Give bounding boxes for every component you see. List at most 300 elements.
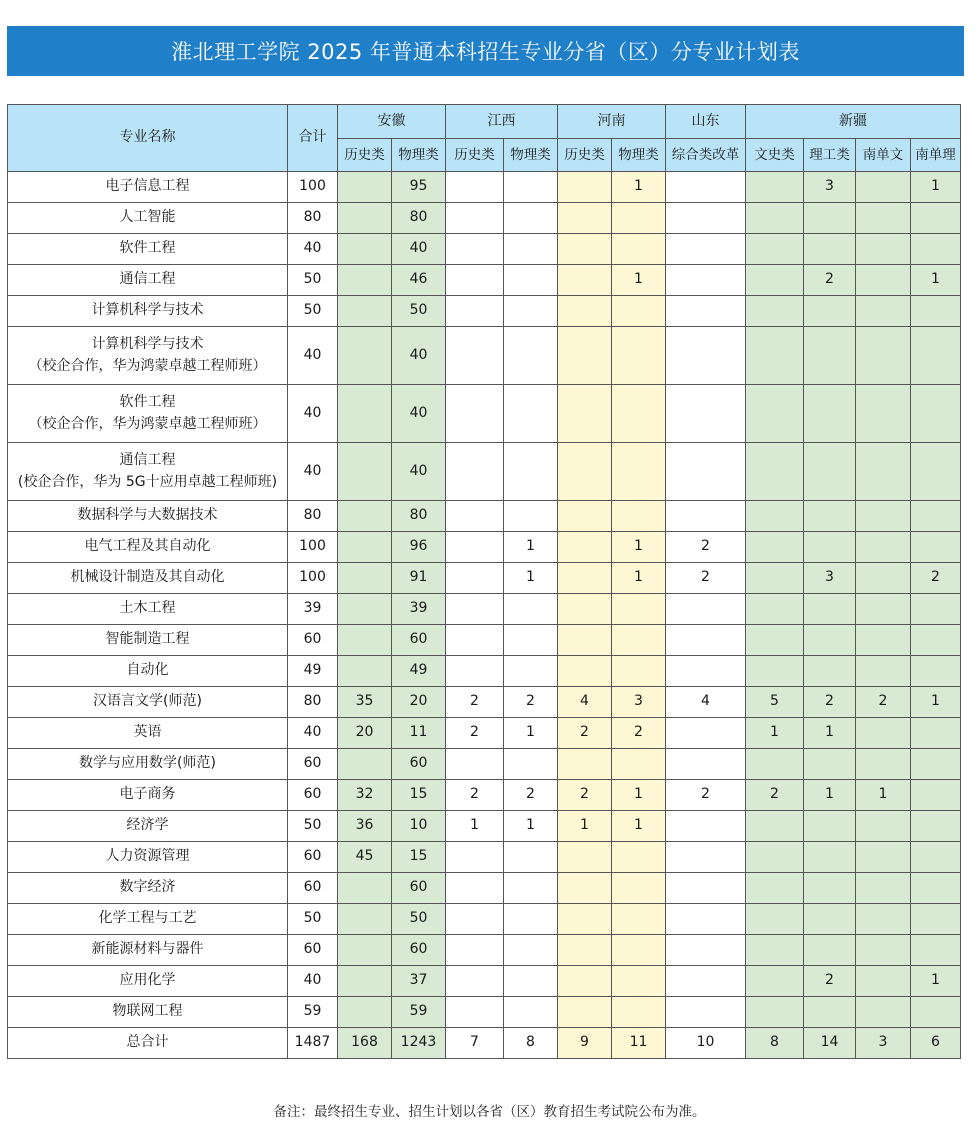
value-cell: 1 [746,718,804,749]
value-cell: 10 [666,1028,746,1059]
major-name-cell [8,904,288,935]
value-cell: 2 [558,718,612,749]
value-cell [338,656,392,687]
total-cell: 60 [288,935,338,966]
value-cell [746,327,804,385]
major-name-line: 英语 [133,724,162,741]
value-cell [666,501,746,532]
value-cell: 59 [392,997,446,1028]
value-cell [856,172,911,203]
value-cell: 10 [392,811,446,842]
value-cell [612,234,666,265]
header-category: 文史类 [746,139,804,172]
value-cell [856,265,911,296]
value-cell [446,873,504,904]
header-category: 物理类 [612,139,666,172]
value-cell [804,532,856,563]
header-province-shandong: 山东 [666,105,746,139]
value-cell [446,656,504,687]
table-row [8,501,961,532]
value-cell: 7 [446,1028,504,1059]
value-cell: 1 [911,172,961,203]
table-row [8,385,961,443]
value-cell: 15 [392,780,446,811]
value-cell: 40 [392,234,446,265]
value-cell [666,172,746,203]
value-cell [856,656,911,687]
value-cell [666,935,746,966]
value-cell [911,625,961,656]
header-major-name: 专业名称 [8,105,288,172]
value-cell: 5 [746,687,804,718]
value-cell [446,842,504,873]
value-cell [666,842,746,873]
header-category: 物理类 [504,139,558,172]
total-cell: 80 [288,501,338,532]
value-cell: 8 [504,1028,558,1059]
value-cell [338,935,392,966]
value-cell: 1 [504,563,558,594]
value-cell [746,385,804,443]
value-cell [558,385,612,443]
value-cell [504,873,558,904]
header-category: 南单文 [856,139,911,172]
value-cell [804,997,856,1028]
major-name-line: 计算机科学与技术 [91,336,204,352]
value-cell [558,265,612,296]
value-cell [804,234,856,265]
value-cell [804,203,856,234]
total-cell: 40 [288,718,338,749]
major-name-cell [8,997,288,1028]
value-cell [911,811,961,842]
value-cell [856,904,911,935]
footnote: 备注：最终招生专业、招生计划以各省（区）教育招生考试院公布为准。 [273,1104,706,1120]
major-name-line: 机械设计制造及其自动化 [70,569,225,586]
value-cell [856,563,911,594]
value-cell: 9 [558,1028,612,1059]
value-cell [804,443,856,501]
value-cell: 1 [612,532,666,563]
value-cell [504,265,558,296]
value-cell [666,904,746,935]
value-cell [911,296,961,327]
major-name-cell [8,656,288,687]
page-title: 淮北理工学院 2025 年普通本科招生专业分省（区）分专业计划表 [7,26,964,76]
value-cell: 37 [392,966,446,997]
table-row [8,811,961,842]
value-cell: 1 [612,172,666,203]
table-row [8,265,961,296]
value-cell [558,296,612,327]
value-cell: 80 [392,501,446,532]
major-name-cell [8,385,288,443]
value-cell: 6 [911,1028,961,1059]
major-name-cell [8,842,288,873]
value-cell [558,594,612,625]
value-cell [856,594,911,625]
value-cell [666,997,746,1028]
value-cell [338,873,392,904]
value-cell: 1 [856,780,911,811]
table-row [8,935,961,966]
major-name-cell [8,966,288,997]
major-name-cell [8,443,288,501]
value-cell [856,327,911,385]
value-cell [804,749,856,780]
value-cell [746,265,804,296]
value-cell: 40 [392,443,446,501]
value-cell [446,501,504,532]
value-cell [804,656,856,687]
value-cell [746,997,804,1028]
major-name-cell [8,501,288,532]
major-name-cell [8,532,288,563]
table-row [8,842,961,873]
value-cell: 2 [666,532,746,563]
value-cell [804,904,856,935]
value-cell [666,385,746,443]
value-cell: 32 [338,780,392,811]
value-cell [558,327,612,385]
value-cell [856,935,911,966]
value-cell [504,842,558,873]
value-cell: 2 [804,966,856,997]
major-name-cell [8,625,288,656]
value-cell [338,234,392,265]
value-cell [504,966,558,997]
value-cell [446,532,504,563]
value-cell [558,935,612,966]
value-cell [338,385,392,443]
value-cell [911,842,961,873]
major-name-line: 数字经济 [119,879,176,896]
value-cell: 80 [392,203,446,234]
value-cell: 3 [856,1028,911,1059]
value-cell: 1 [911,687,961,718]
value-cell [666,656,746,687]
value-cell [504,656,558,687]
value-cell [446,265,504,296]
value-cell [746,203,804,234]
value-cell: 96 [392,532,446,563]
total-cell: 60 [288,625,338,656]
total-cell: 80 [288,687,338,718]
value-cell [911,873,961,904]
value-cell [612,501,666,532]
major-name-line: 自动化 [126,662,169,679]
table-row [8,749,961,780]
total-cell: 100 [288,532,338,563]
value-cell [338,172,392,203]
major-name-cell [8,1028,288,1059]
value-cell [746,656,804,687]
value-cell: 2 [856,687,911,718]
value-cell [746,904,804,935]
value-cell [911,594,961,625]
value-cell [558,172,612,203]
value-cell: 60 [392,749,446,780]
value-cell: 36 [338,811,392,842]
major-name-line: 经济学 [126,817,169,834]
value-cell [446,203,504,234]
value-cell [558,203,612,234]
value-cell [558,443,612,501]
value-cell [666,625,746,656]
header-province-henan: 河南 [558,105,666,139]
major-name-cell [8,563,288,594]
total-cell: 40 [288,327,338,385]
value-cell [804,327,856,385]
value-cell: 2 [911,563,961,594]
value-cell [338,997,392,1028]
value-cell [856,203,911,234]
value-cell [338,594,392,625]
value-cell [558,749,612,780]
value-cell [446,594,504,625]
total-cell: 40 [288,966,338,997]
value-cell [504,443,558,501]
value-cell [746,625,804,656]
table-row [8,1028,961,1059]
value-cell [666,749,746,780]
value-cell: 40 [392,327,446,385]
table-row [8,966,961,997]
value-cell: 2 [504,780,558,811]
value-cell: 11 [612,1028,666,1059]
value-cell [911,234,961,265]
value-cell [804,873,856,904]
value-cell [746,594,804,625]
header-category: 理工类 [804,139,856,172]
total-cell: 60 [288,780,338,811]
value-cell: 1 [504,532,558,563]
value-cell [612,935,666,966]
value-cell [504,385,558,443]
value-cell [666,873,746,904]
value-cell [856,532,911,563]
value-cell: 2 [746,780,804,811]
table-row [8,718,961,749]
value-cell [856,296,911,327]
value-cell [911,501,961,532]
value-cell: 1 [558,811,612,842]
value-cell: 91 [392,563,446,594]
value-cell [504,501,558,532]
value-cell [856,842,911,873]
major-name-cell [8,234,288,265]
value-cell: 60 [392,873,446,904]
value-cell [804,842,856,873]
table-row [8,443,961,501]
value-cell [446,234,504,265]
major-name-cell [8,811,288,842]
major-name-line: （校企合作，华为鸿蒙卓越工程师班） [28,415,267,432]
major-name-line: 应用化学 [119,972,176,989]
major-name-line: 化学工程与工艺 [98,910,197,927]
table-row [8,625,961,656]
table-row [8,873,961,904]
major-name-line: 通信工程 [119,452,176,468]
value-cell [558,966,612,997]
value-cell: 49 [392,656,446,687]
total-cell: 60 [288,842,338,873]
value-cell: 3 [804,563,856,594]
value-cell: 1 [911,265,961,296]
total-cell: 39 [288,594,338,625]
value-cell [856,234,911,265]
value-cell [504,904,558,935]
major-name-line: 通信工程 [119,271,176,288]
value-cell [911,749,961,780]
table-row [8,594,961,625]
value-cell: 3 [804,172,856,203]
table-row [8,656,961,687]
major-name-cell [8,687,288,718]
value-cell: 1 [504,811,558,842]
major-name-line: 新能源材料与器件 [91,941,204,958]
value-cell [666,594,746,625]
major-name-line: 智能制造工程 [105,631,190,648]
major-name-cell [8,718,288,749]
value-cell: 39 [392,594,446,625]
value-cell: 60 [392,625,446,656]
value-cell [504,625,558,656]
value-cell [612,842,666,873]
table-row [8,687,961,718]
major-name-cell [8,749,288,780]
major-name-cell [8,873,288,904]
value-cell [338,966,392,997]
value-cell [446,966,504,997]
value-cell: 2 [446,687,504,718]
value-cell [504,234,558,265]
major-name-cell [8,203,288,234]
value-cell [746,501,804,532]
value-cell [911,327,961,385]
value-cell [338,501,392,532]
value-cell [856,966,911,997]
table-row [8,234,961,265]
value-cell [338,296,392,327]
value-cell [746,443,804,501]
major-name-line: 汉语言文学(师范) [93,693,202,710]
header-category: 物理类 [392,139,446,172]
value-cell [612,385,666,443]
major-name-cell [8,594,288,625]
value-cell [446,563,504,594]
header-province-xinjiang: 新疆 [746,105,961,139]
value-cell [911,385,961,443]
value-cell [746,749,804,780]
value-cell [504,997,558,1028]
header-total: 合计 [288,105,338,172]
value-cell [911,780,961,811]
value-cell: 2 [446,718,504,749]
value-cell [911,656,961,687]
value-cell [612,997,666,1028]
value-cell: 35 [338,687,392,718]
total-cell: 60 [288,749,338,780]
total-cell: 59 [288,997,338,1028]
value-cell [911,532,961,563]
value-cell [558,501,612,532]
header-category: 历史类 [558,139,612,172]
total-cell: 80 [288,203,338,234]
value-cell: 2 [504,687,558,718]
value-cell [804,594,856,625]
value-cell [856,501,911,532]
total-cell: 50 [288,904,338,935]
value-cell: 95 [392,172,446,203]
major-name-line: 电子商务 [119,786,176,803]
total-cell: 40 [288,234,338,265]
value-cell [666,265,746,296]
value-cell [558,656,612,687]
value-cell [558,563,612,594]
value-cell [666,327,746,385]
value-cell: 1 [446,811,504,842]
value-cell [746,842,804,873]
value-cell [612,656,666,687]
value-cell [612,327,666,385]
major-name-line: 软件工程 [119,240,176,257]
value-cell [666,234,746,265]
value-cell [558,997,612,1028]
value-cell [746,811,804,842]
header-category: 综合类改革 [666,139,746,172]
value-cell [911,997,961,1028]
table-row [8,563,961,594]
value-cell [338,904,392,935]
major-name-line: 土木工程 [119,600,176,617]
value-cell [558,842,612,873]
total-cell: 49 [288,656,338,687]
value-cell [504,594,558,625]
header-row-provinces [8,105,961,139]
value-cell: 2 [558,780,612,811]
major-name-line: （校企合作，华为鸿蒙卓越工程师班） [28,357,267,374]
table-row [8,203,961,234]
value-cell [558,873,612,904]
value-cell: 1 [911,966,961,997]
value-cell [612,625,666,656]
table-row [8,780,961,811]
value-cell: 50 [392,904,446,935]
value-cell [338,203,392,234]
total-cell: 100 [288,563,338,594]
value-cell [504,172,558,203]
value-cell [666,718,746,749]
value-cell: 20 [392,687,446,718]
value-cell [446,625,504,656]
header-province-anhui: 安徽 [338,105,446,139]
value-cell: 11 [392,718,446,749]
value-cell: 14 [804,1028,856,1059]
value-cell [666,443,746,501]
value-cell [338,443,392,501]
major-name-cell [8,265,288,296]
value-cell [338,625,392,656]
value-cell: 1 [612,563,666,594]
table-body [8,172,961,1059]
major-name-line: 电子信息工程 [105,178,190,195]
value-cell: 40 [392,385,446,443]
value-cell: 60 [392,935,446,966]
value-cell: 2 [666,780,746,811]
major-name-cell [8,935,288,966]
value-cell [446,385,504,443]
